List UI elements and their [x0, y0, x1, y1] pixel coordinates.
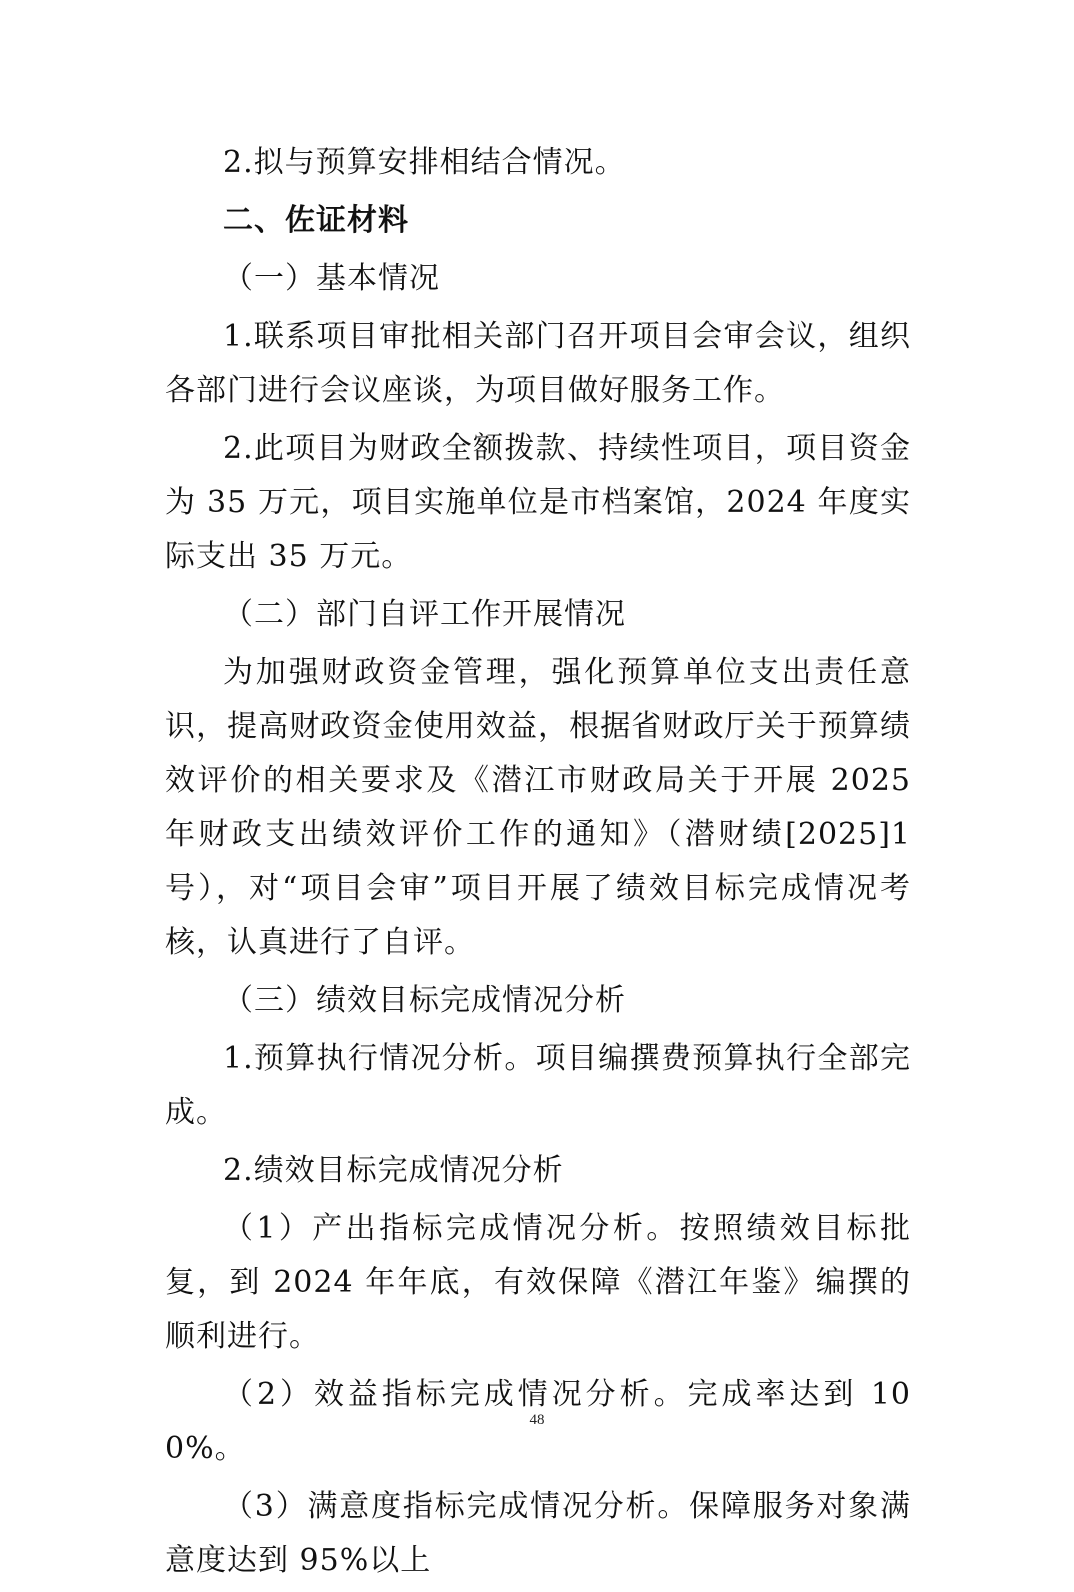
subheading-target-analysis: （三）绩效目标完成情况分析 — [223, 983, 626, 1018]
document-body — [165, 136, 911, 1592]
section-heading-supporting-materials: 二、佐证材料 — [223, 203, 409, 238]
paragraph-self-evaluation-detail: 为加强财政资金管理，强化预算单位支出责任意识，提高财政资金使用效益，根据省财政厅关于预算绩效评价的相关要求及《潜江市财政局关于开展 2025 年财政支出绩效评价工作的通知》（潜财绩[2025]1 号），对“项目会审”项目开展了绩效目标完成情况考核，认真进行了自评。 — [165, 655, 911, 960]
paragraph-output-indicator: （1）产出指标完成情况分析。按照绩效目标批复，到 2024 年年底，有效保障《潜江年鉴》编撰的顺利进行。 — [165, 1211, 911, 1354]
subheading-self-evaluation: （二）部门自评工作开展情况 — [223, 597, 626, 632]
subheading-basic-info: （一）基本情况 — [223, 261, 440, 296]
page-number: 48 — [529, 1412, 545, 1428]
paragraph-project-funding: 2.此项目为财政全额拨款、持续性项目，项目资金为 35 万元，项目实施单位是市档案馆，2024 年度实际支出 35 万元。 — [165, 431, 911, 574]
paragraph-benefit-indicator: （2）效益指标完成情况分析。完成率达到 100%。 — [165, 1377, 911, 1466]
paragraph-budget-execution: 1.预算执行情况分析。项目编撰费预算执行全部完成。 — [165, 1041, 911, 1130]
paragraph-budget-combination: 2.拟与预算安排相结合情况。 — [223, 145, 626, 180]
paragraph-target-completion: 2.绩效目标完成情况分析 — [223, 1153, 564, 1188]
paragraph-contact-departments: 1.联系项目审批相关部门召开项目会审会议，组织各部门进行会议座谈，为项目做好服务工作。 — [165, 319, 911, 408]
paragraph-satisfaction-indicator: （3）满意度指标完成情况分析。保障服务对象满意度达到 95%以上 — [165, 1489, 911, 1578]
